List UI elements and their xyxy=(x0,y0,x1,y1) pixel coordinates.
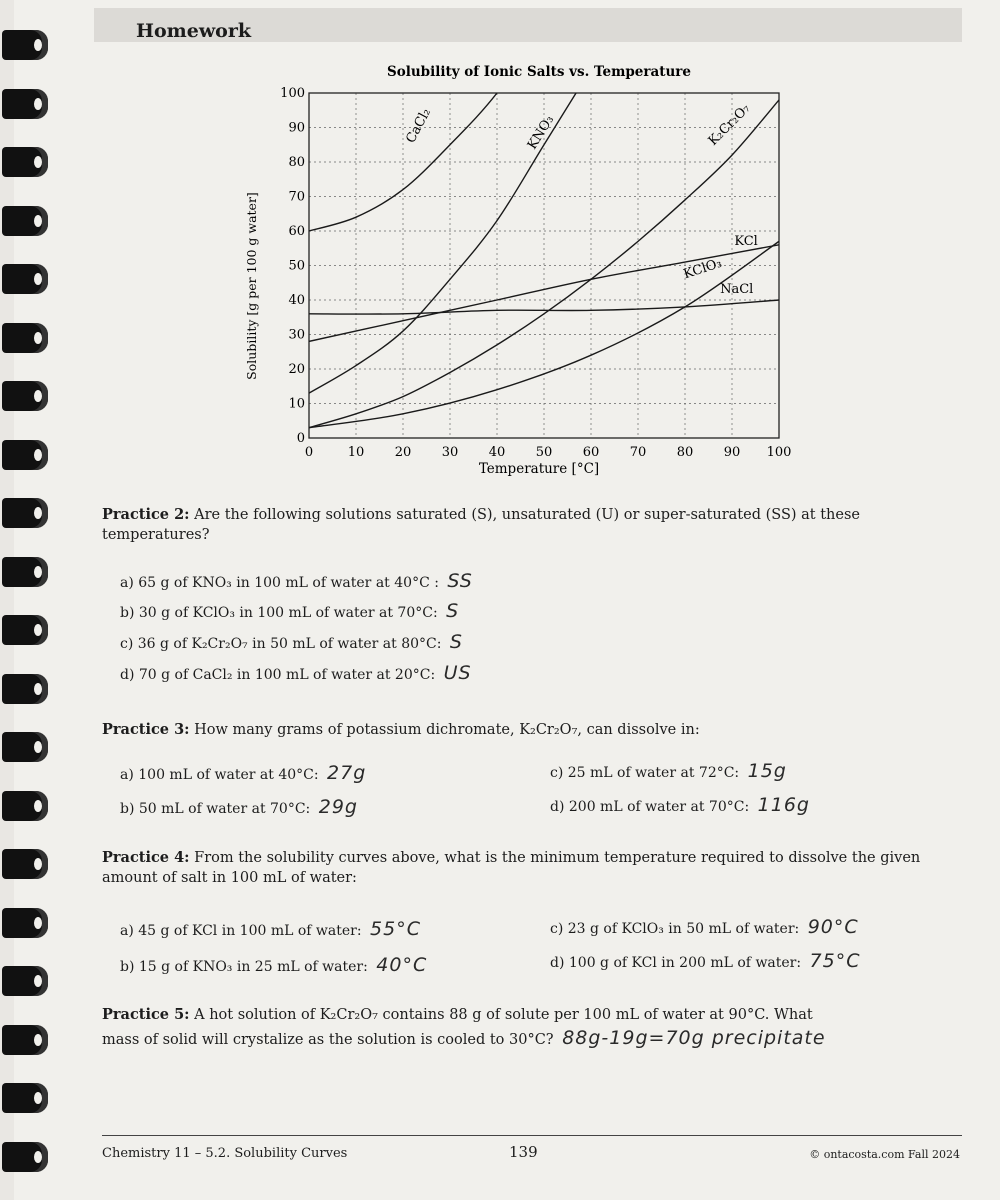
x-tick-label: 50 xyxy=(535,445,553,460)
p2-question-c: c) 36 g of K₂Cr₂O₇ in 50 mL of water at 80°C: xyxy=(120,636,442,652)
spiral-coil xyxy=(2,615,48,645)
x-tick-label: 40 xyxy=(488,445,506,460)
y-tick-label: 10 xyxy=(288,396,305,412)
y-tick-label: 80 xyxy=(288,155,305,170)
spiral-coil xyxy=(2,1025,48,1055)
p4-item-b xyxy=(120,954,427,976)
chart-svg xyxy=(234,58,814,488)
y-tick-label: 30 xyxy=(288,327,305,343)
p2-question-a: a) 65 g of KNO₃ in 100 mL of water at 40°C : xyxy=(120,575,439,591)
practice-3 xyxy=(102,720,962,741)
p3-question-c: c) 25 mL of water at 72°C: xyxy=(550,765,740,781)
y-tick-label: 60 xyxy=(288,224,305,239)
chart-ylabel: Solubility [g per 100 g water] xyxy=(244,192,259,380)
spiral-coil xyxy=(2,557,48,587)
x-tick-label: 30 xyxy=(441,445,459,460)
spiral-coil xyxy=(2,732,48,762)
chart-title: Solubility of Ionic Salts vs. Temperature xyxy=(386,64,692,80)
spiral-coil xyxy=(2,849,48,879)
solubility-chart xyxy=(234,58,814,488)
p3-answer-a: 27g xyxy=(327,762,367,784)
p3-answer-b: 29g xyxy=(318,796,358,818)
practice-2 xyxy=(102,505,962,545)
p4-question-b: b) 15 g of KNO₃ in 25 mL of water: xyxy=(120,959,368,975)
y-tick-label: 50 xyxy=(288,258,305,274)
p3-question-b: b) 50 mL of water at 70°C: xyxy=(120,801,311,817)
practice-4 xyxy=(102,848,962,888)
page-title: Homework xyxy=(136,20,252,42)
practice-3-label: Practice 3: xyxy=(102,721,190,738)
p4-answer-b: 40°C xyxy=(376,954,428,976)
practice-4-prompt xyxy=(102,848,962,888)
series-line-cacl xyxy=(309,58,544,231)
series-label-nacl: NaCl xyxy=(720,282,754,298)
series-label-cacl: CaCl₂ xyxy=(403,105,435,146)
y-tick-label: 40 xyxy=(288,293,305,308)
p4-item-a xyxy=(120,918,421,940)
spiral-coil xyxy=(2,440,48,470)
spiral-coil xyxy=(2,206,48,236)
practice-5-prompt-line-2 xyxy=(102,1026,962,1052)
practice-5-answer: 88g-19g=70g precipitate xyxy=(562,1026,826,1049)
practice-2-label: Practice 2: xyxy=(102,506,190,523)
x-tick-label: 100 xyxy=(766,445,792,460)
series-label-kno: KNO₃ xyxy=(524,112,558,153)
footer-rule xyxy=(102,1135,962,1136)
practice-5-text-1: A hot solution of K₂Cr₂O₇ contains 88 g of solute per 100 mL of water at 90°C. What xyxy=(194,1007,813,1023)
worksheet-page xyxy=(14,0,1000,1200)
series-label-kclo: KClO₃ xyxy=(681,255,724,283)
x-tick-label: 60 xyxy=(582,445,600,460)
spiral-coil xyxy=(2,1083,48,1113)
spiral-coil xyxy=(2,147,48,177)
practice-4-label: Practice 4: xyxy=(102,849,190,866)
p3-answer-c: 15g xyxy=(747,760,787,782)
spiral-coil xyxy=(2,323,48,353)
spiral-coil xyxy=(2,498,48,528)
p4-answer-a: 55°C xyxy=(370,918,421,940)
y-tick-label: 0 xyxy=(296,431,305,446)
p4-question-a: a) 45 g of KCl in 100 mL of water: xyxy=(120,923,362,939)
p2-answer-b: S xyxy=(446,600,460,622)
x-tick-label: 80 xyxy=(676,445,694,460)
practice-5-prompt-line-1 xyxy=(102,1005,962,1026)
x-tick-label: 90 xyxy=(723,445,741,460)
spiral-coil xyxy=(2,674,48,704)
p2-answer-a: SS xyxy=(447,570,473,592)
p2-answer-d: US xyxy=(443,662,472,684)
p2-item-a xyxy=(120,570,473,592)
p2-item-b xyxy=(120,600,459,622)
x-tick-label: 20 xyxy=(394,445,412,460)
practice-3-prompt xyxy=(102,720,962,741)
p2-question-d: d) 70 g of CaCl₂ in 100 mL of water at 20°C: xyxy=(120,667,436,683)
p4-answer-d: 75°C xyxy=(809,950,861,972)
spiral-coil xyxy=(2,1142,48,1172)
y-tick-label: 100 xyxy=(280,86,305,101)
practice-3-text: How many grams of potassium dichromate, K₂Cr₂O₇, can dissolve in: xyxy=(194,722,700,738)
spiral-coil xyxy=(2,264,48,294)
practice-4-text: From the solubility curves above, what is the minimum temperature required to dissolve the given amount of salt in 100 mL of water: xyxy=(102,850,921,886)
p3-question-a: a) 100 mL of water at 40°C: xyxy=(120,767,319,783)
spiral-coil xyxy=(2,791,48,821)
practice-2-text: Are the following solutions saturated (S), unsaturated (U) or super-saturated (SS) at these temperatures? xyxy=(102,507,860,543)
spiral-coil xyxy=(2,966,48,996)
spiral-coil xyxy=(2,89,48,119)
y-tick-label: 70 xyxy=(288,189,305,205)
x-tick-label: 0 xyxy=(304,445,314,460)
p3-question-d: d) 200 mL of water at 70°C: xyxy=(550,799,750,815)
x-tick-label: 70 xyxy=(629,445,647,460)
p2-item-d xyxy=(120,662,472,684)
p3-item-b xyxy=(120,796,358,818)
spiral-coil xyxy=(2,381,48,411)
y-tick-label: 90 xyxy=(288,120,305,136)
chart-series-labels xyxy=(403,101,757,297)
practice-5 xyxy=(102,1005,962,1051)
p4-question-c: c) 23 g of KClO₃ in 50 mL of water: xyxy=(550,921,800,937)
p4-question-d: d) 100 g of KCl in 200 mL of water: xyxy=(550,955,802,971)
practice-2-prompt xyxy=(102,505,962,545)
footer-page-number: 139 xyxy=(509,1143,538,1161)
y-tick-label: 20 xyxy=(288,362,305,377)
series-line-nacl xyxy=(309,300,779,314)
p4-item-d xyxy=(550,950,861,972)
spiral-binding xyxy=(0,0,60,1200)
practice-5-label: Practice 5: xyxy=(102,1006,190,1023)
footer-copyright: © ontacosta.com Fall 2024 xyxy=(809,1148,960,1161)
series-label-kcro: K₂Cr₂O₇ xyxy=(705,101,754,149)
p3-item-c xyxy=(550,760,787,782)
practice-5-text-2: mass of solid will crystalize as the solution is cooled to 30°C? xyxy=(102,1031,554,1048)
p3-answer-d: 116g xyxy=(757,794,810,816)
p4-answer-c: 90°C xyxy=(807,916,859,938)
p2-item-c xyxy=(120,631,463,653)
spiral-coil xyxy=(2,30,48,60)
x-tick-label: 10 xyxy=(347,445,365,460)
p4-item-c xyxy=(550,916,859,938)
spiral-coil xyxy=(2,908,48,938)
p2-question-b: b) 30 g of KClO₃ in 100 mL of water at 70°C: xyxy=(120,605,438,621)
p3-item-d xyxy=(550,794,810,816)
series-label-kcl: KCl xyxy=(734,233,758,249)
p3-item-a xyxy=(120,762,366,784)
chart-xlabel: Temperature [°C] xyxy=(478,461,600,477)
p2-answer-c: S xyxy=(449,631,463,653)
footer-course: Chemistry 11 – 5.2. Solubility Curves xyxy=(102,1146,348,1161)
